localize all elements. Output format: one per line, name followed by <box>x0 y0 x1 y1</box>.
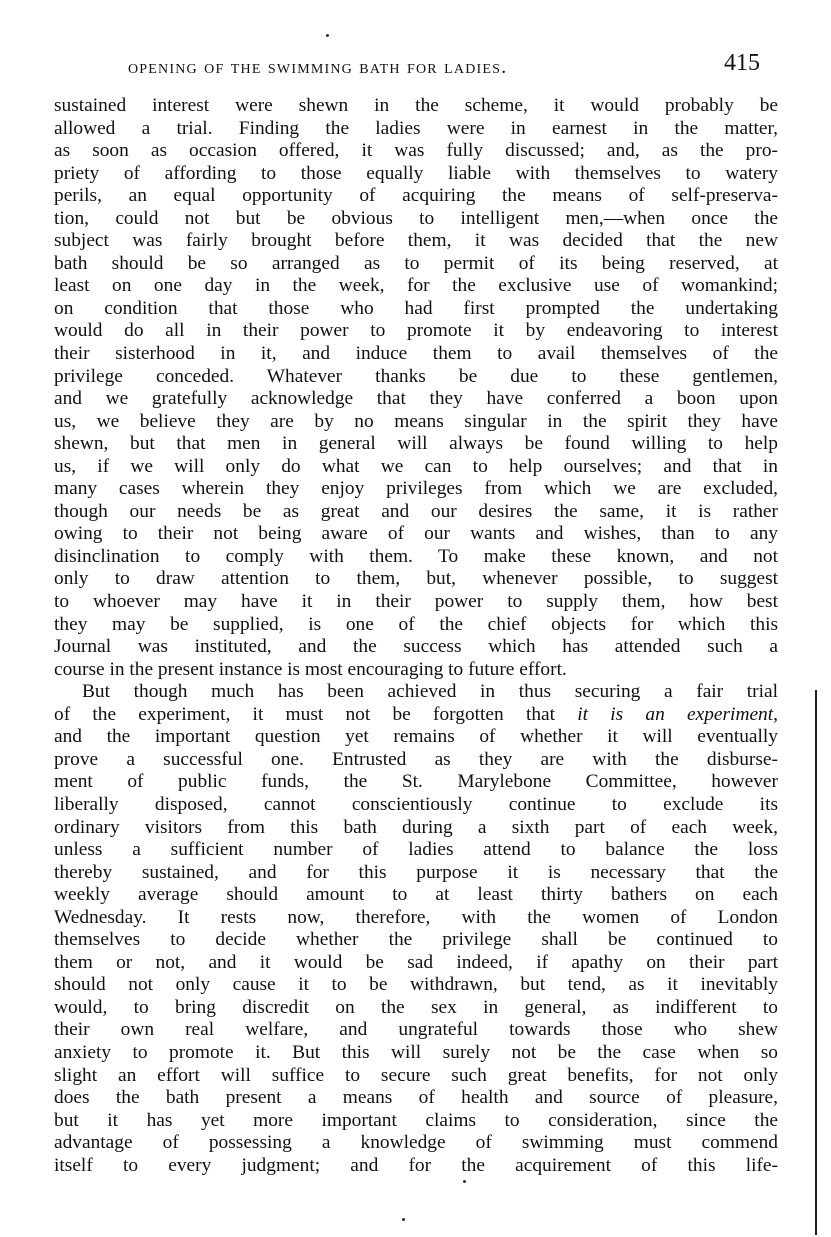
emphasized-text: it is an experiment, <box>577 703 778 725</box>
page-header <box>128 50 760 80</box>
paragraph-1 <box>54 95 778 681</box>
print-speck <box>463 1180 466 1183</box>
text-line: privilege conceded. Whatever thanks be due to these gentlemen, <box>54 365 778 387</box>
text-line: course in the present instance is most encouraging to future effort. <box>54 658 567 680</box>
text-line: disinclination to comply with them. To make these known, and not <box>54 545 778 567</box>
text-line: allowed a trial. Finding the ladies were in earnest in the matter, <box>54 117 778 139</box>
text-line: and we gratefully acknowledge that they have conferred a boon upon <box>54 388 778 410</box>
text-line: they may be supplied, is one of the chief objects for which this <box>54 613 778 635</box>
text-line: does the bath present a means of health and source of pleasure, <box>54 1087 778 1109</box>
text-line: tion, could not but be obvious to intelligent men,—when once the <box>54 207 778 229</box>
text-line: advantage of possessing a knowledge of swimming must commend <box>54 1132 778 1154</box>
text-line: them or not, and it would be sad indeed, if apathy on their part <box>54 951 778 973</box>
text-line: perils, an equal opportunity of acquiring the means of self-preserva- <box>54 185 778 207</box>
text-line: prove a successful one. Entrusted as they are with the disburse- <box>54 748 778 770</box>
text-line: though our needs be as great and our desires the same, it is rather <box>54 500 778 522</box>
text-line: as soon as occasion offered, it was fully discussed; and, as the pro- <box>54 140 778 162</box>
text-line: would do all in their power to promote it by endeavoring to interest <box>54 320 778 342</box>
text-line: many cases wherein they enjoy privileges from which we are excluded, <box>54 478 778 500</box>
text-line-with-emphasis <box>54 704 778 727</box>
text-line: But though much has been achieved in thus securing a fair trial <box>82 681 778 703</box>
text-line: itself to every judgment; and for the acquirement of this life- <box>54 1154 778 1176</box>
text-line: but it has yet more important claims to consideration, since the <box>54 1109 778 1131</box>
text-line: on condition that those who had first prompted the undertaking <box>54 297 778 319</box>
text-line: bath should be so arranged as to permit of its being reserved, at <box>54 252 778 274</box>
text-line: least on one day in the week, for the exclusive use of womankind; <box>54 275 778 297</box>
text-line: Journal was instituted, and the success which has attended such a <box>54 636 778 658</box>
body-text <box>54 95 778 1177</box>
page-number: 415 <box>724 50 760 76</box>
text-line: sustained interest were shewn in the scheme, it would probably be <box>54 95 778 116</box>
running-head: opening of the swimming bath for ladies. <box>128 56 508 78</box>
text-line: Wednesday. It rests now, therefore, with the women of London <box>54 906 778 928</box>
text-line: us, if we will only do what we can to help ourselves; and that in <box>54 455 778 477</box>
text-line: their own real welfare, and ungrateful towards those who shew <box>54 1019 778 1041</box>
text-line: their sisterhood in it, and induce them to avail themselves of the <box>54 343 778 365</box>
print-speck <box>402 1218 405 1221</box>
print-speck <box>326 34 329 37</box>
text-fragment: of the experiment, it must not be forgotten that <box>54 703 578 725</box>
text-line: thereby sustained, and for this purpose it is necessary that the <box>54 861 778 883</box>
text-line: to whoever may have it in their power to supply them, how best <box>54 591 778 613</box>
text-line: priety of affording to those equally liable with themselves to watery <box>54 162 778 184</box>
text-line: and the important question yet remains of whether it will eventually <box>54 726 778 748</box>
text-line: liberally disposed, cannot conscientiously continue to exclude its <box>54 793 778 815</box>
text-line: weekly average should amount to at least thirty bathers on each <box>54 884 778 906</box>
margin-rule <box>815 690 817 1235</box>
text-line: would, to bring discredit on the sex in general, as indifferent to <box>54 996 778 1018</box>
text-line: themselves to decide whether the privilege shall be continued to <box>54 929 778 951</box>
text-line: owing to their not being aware of our wants and wishes, than to any <box>54 523 778 545</box>
text-line: ordinary visitors from this bath during a sixth part of each week, <box>54 816 778 838</box>
text-line: unless a sufficient number of ladies attend to balance the loss <box>54 839 778 861</box>
text-line: us, we believe they are by no means singular in the spirit they have <box>54 410 778 432</box>
text-line: slight an effort will suffice to secure such great benefits, for not only <box>54 1064 778 1086</box>
text-line: ment of public funds, the St. Marylebone Committee, however <box>54 771 778 793</box>
text-line: should not only cause it to be withdrawn, but tend, as it inevitably <box>54 974 778 996</box>
text-line: subject was fairly brought before them, it was decided that the new <box>54 230 778 252</box>
paragraph-2 <box>54 681 778 1177</box>
text-line: anxiety to promote it. But this will surely not be the case when so <box>54 1041 778 1063</box>
text-line: shewn, but that men in general will always be found willing to help <box>54 433 778 455</box>
text-line: only to draw attention to them, but, whenever possible, to suggest <box>54 568 778 590</box>
